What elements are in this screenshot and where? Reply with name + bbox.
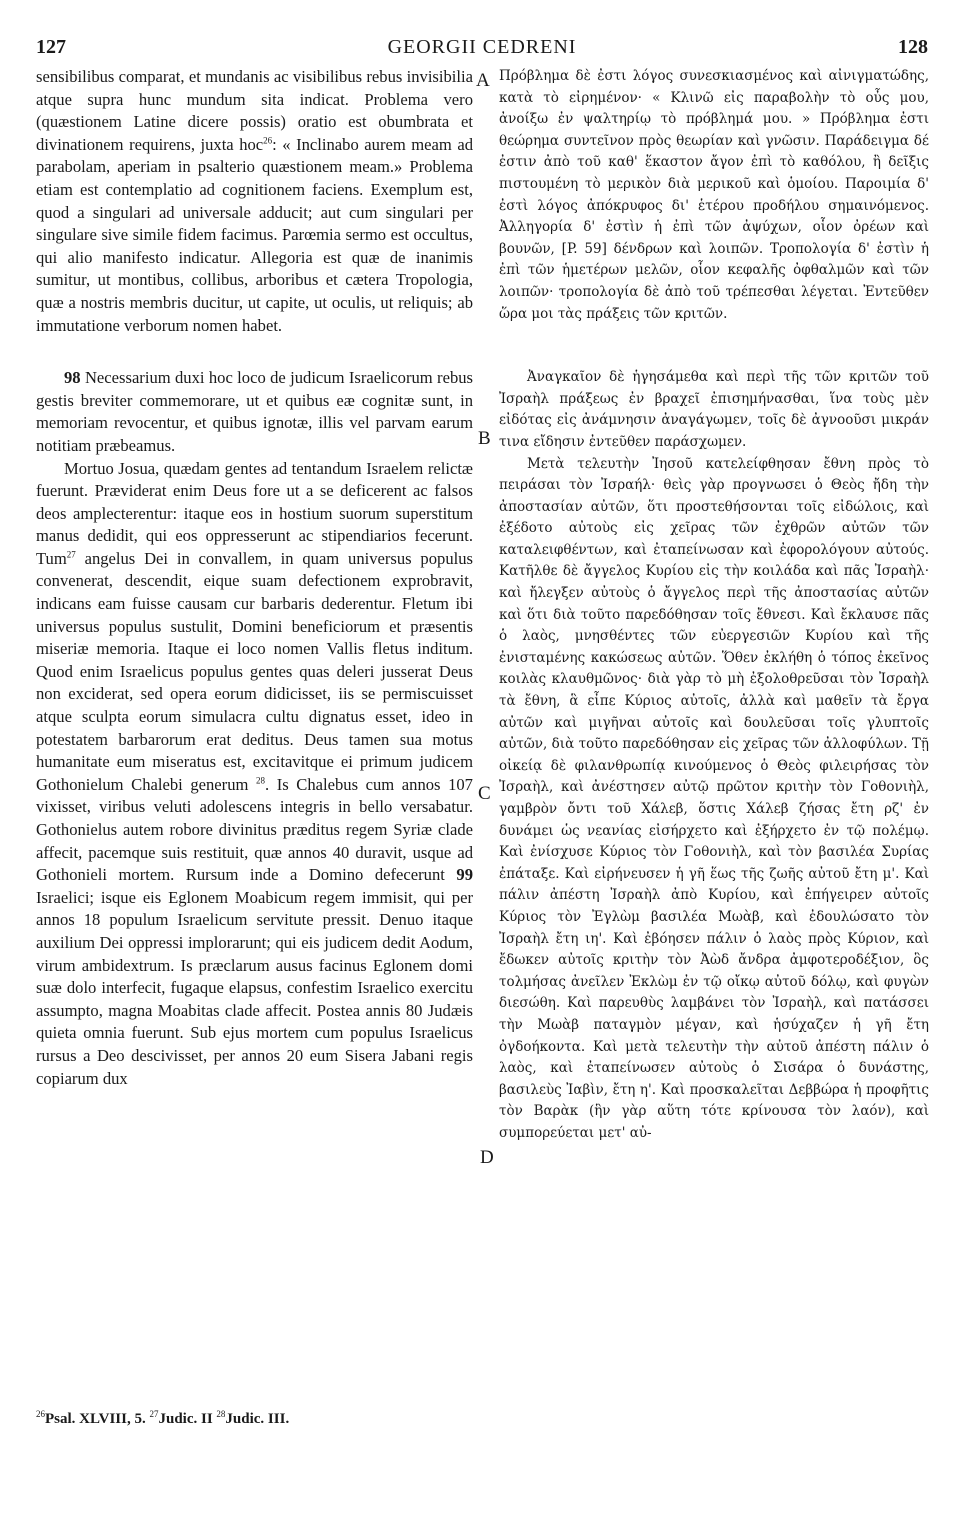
running-header	[36, 36, 928, 60]
latin-paragraph-3: Mortuo Josua, quædam gentes ad tentandum Israelem relictæ fuerunt. Præviderat enim Deus fore ut a se deficerent ac falsos deos amplecterentur: itaque eos in hostium suorum superstitum manus dedidit, qui eos oppresserunt ac stipendiarios fecerunt. Tum$^{27}$ angelus Dei in convallem, in quam universus populus convenerat, descendit, eique suam defectionem exprobravit, indicans eam fuisse causam cur barbaris dederentur. Fletum ibi universus populus sustulit, Domini beneficiorum et præsentis miseriæ memoria. Itaque ei loco nomen Vallis fletus inditum. Quod enim Israelicus populus gentes quas deleri jusserat Deus non exciderat, sed opera eorum didicisset, iis se permiscuisset atque sculpta eorum simulacra cultu dignatus esset, ideo in potestatem barbarorum erat deditus. Deus tamen sua motus humanitate eum miseratus est, excitavitque ei primum judicem Gothonielum Chalebi generum $^{28}$. Is Chalebus cum annos 107 vixisset, viribus veluti adolescens integris in bello versabatur. Gothonielus autem robore divinitus præditus regem Syriæ clade affecit, pacemque suis restituit, quæ annos 40 duravit, usque ad Gothonieli mortem. Rursum inde a Domino defecerunt 99 Israelici; isque eis Eglonem Moabicum regem immisit, qui per annos 18 populum Israelicum servitute pressit. Denuo itaque auxilium Dei oppressi implorarunt; qui eis judicem dedit Aodum, virum ambidextrum. Is præclarum ausus facinus Eglonem domi suæ dolo interfecit, fugaque elapsus, confestim Israelico exercitu assumpto, magna Moabitas clade affecit. Postea annis 80 Judæis quieta omnia fuerunt. Sub ejus mortem cum populus Israelicus rursus a Deo descivisset, per annos 20 eum Sisera Jabani regis copiarum dux	[36, 458, 473, 1088]
page-number-right: 128	[898, 36, 928, 58]
column-number-99: 99	[456, 865, 473, 885]
footnotes	[36, 1411, 289, 1428]
running-title: GEORGII CEDRENI	[387, 36, 577, 58]
footnote-text-26: Psal. XLVIII, 5.	[45, 1411, 146, 1427]
margin-marker-a: A	[476, 70, 490, 91]
footnote-ref-28: 28	[256, 775, 265, 786]
greek-paragraph-1: Πρόβλημα δὲ ἐστι λόγος συνεσκιασμένος καὶ αἰνιγματώδης, κατὰ τὸ εἰρημένον· « Κλινῶ εἰς παραβολὴν τὸ οὖς μου, ἀνοίξω ἐν ψαλτηρίῳ τὸ πρόβλημά μου. » Πρόβλημα ἐστι θεώρημα συντεῖνον πρὸς θεωρίαν καὶ γνῶσιν. Παράδειγμα δέ ἐστιν ἀπὸ τοῦ καθ' ἕκαστον ἄγον ἐπὶ τὸ καθόλου, ἢ δεῖξις πιστουμένη τὸ μερικὸν διὰ μερικοῦ καὶ ὁμοίου. Παροιμία δ' ἐστὶ λόγος ἀπόκρυφος δι' ἑτέρου προδήλου σημαινόμενος. Ἀλληγορία δ' ἐστὶν ἡ ἐπὶ τῶν ἀψύχων, οἷον ὀρέων καὶ βουνῶν, [P. 59] δένδρων καὶ λοιπῶν. Τροπολογία δ' ἐστὶν ἡ ἐπὶ τῶν ἡμετέρων μελῶν, οἷον κεφαλῆς ὀφθαλμῶν καὶ τῶν λοιπῶν· τροπολογία δὲ ἀπὸ τοῦ τρέπεσθαι λέγεται. Ἐντεῦθεν ὥρα μοι τὰς πράξεις τῶν κριτῶν.	[499, 68, 929, 322]
margin-marker-d: D	[480, 1147, 494, 1168]
greek-paragraph-2: Ἀναγκαῖον δὲ ἡγησάμεθα καὶ περὶ τῆς τῶν κριτῶν τοῦ Ἰσραὴλ πράξεως ἐν βραχεῖ ἐπισημήνασθαι, ἵνα τοὺς μὲν εἰδότας εἰς ἀνάμνησιν ἀναγάγωμεν, τοῖς δὲ ἀγνοοῦσι μικράν τινα εἴδησιν ἐντεῦθεν παράσχωμεν.	[499, 369, 929, 450]
margin-marker-b: B	[478, 428, 491, 449]
footnote-number-27: 27	[149, 1409, 159, 1419]
footnote-ref-26: 26	[263, 135, 273, 146]
latin-paragraph-2: 98 Necessarium duxi hoc loco de judicum Israelicorum rebus gestis breviter commemorare, ut et quibus eæ cognitæ sunt, in memoriam revocentur, et quibus ignotæ, illis vel parvam earum notitiam præbeamus.	[36, 368, 473, 455]
footnote-text-27: Judic. II	[158, 1411, 213, 1427]
footnote-text-28: Judic. III.	[225, 1411, 290, 1427]
footnote-number-26: 26	[36, 1409, 45, 1419]
footnote-number-28: 28	[216, 1409, 226, 1419]
column-number-98: 98	[64, 368, 81, 388]
footnote-ref-27: 27	[66, 549, 76, 560]
latin-paragraph-1: sensibilibus comparat, et mundanis ac visibilibus rebus invisibilia atque supra hunc mundum sita indicat. Problema vero (quæstionem Latine dicere possis) oratio est obumbrata et divinationem requirens, juxta hoc$^{26}$: « Inclinabo aurem meam ad parabolam, aperiam in psalterio quæstionem meam.» Problema etiam est contemplatio ad cognitionem faciens. Exemplum est, quod a singulari ad universale adducit; aut cum singulari per singulare sive simile fidem facimus. Parœmia sermo est occultus, qui alio manifesto indicatur. Allegoria est quæ de inanimis sumitur, ut montibus, collibus, arboribus et cætera Tropologia, quæ a nostris membris ducitur, ut capite, ut oculis, ut reliquis; ab immutatione verborum nomen habet.	[36, 67, 473, 335]
latin-column	[36, 66, 473, 1090]
greek-column	[499, 66, 929, 1145]
page-number-left: 127	[36, 36, 66, 58]
greek-paragraph-3: Μετὰ τελευτὴν Ἰησοῦ κατελείφθησαν ἔθνη πρὸς τὸ πειράσαι τὸν Ἰσραήλ· θεὶς γὰρ προγνωσει ὁ Θεὸς ἤδη τὴν ἀποστασίαν αὐτῶν, ὅτι προστεθήσονται τοῖς εἰδώλοις, καὶ ἐξέδοτο αὐτοὺς εἰς χεῖρας τῶν ἐχθρῶν αὐτῶν τῶν καταλειφθέντων, καὶ ἐταπείνωσαν καὶ ἐφορολόγουν αὐτούς. Κατῆλθε δὲ ἄγγελος Κυρίου εἰς τὴν κοιλάδα καὶ πᾶς Ἰσραὴλ· καὶ ἤλεγξεν αὐτοὺς ὁ ἄγγελος περὶ τῆς ἀποστασίας αὐτῶν καὶ ὅτι διὰ τοῦτο παρεδόθησαν τοῖς ἔθνεσι. Καὶ ἔκλαυσε πᾶς ὁ λαὸς, μνησθέντες τῶν εὐεργεσιῶν Κυρίου καὶ τῆς ἐνισταμένης κακώσεως αὐτῶν. Ὅθεν ἐκλήθη ὁ τόπος ἐκεῖνος κοιλὰς κλαυθμῶνος· διὰ γὰρ τὸ μὴ ἐξολοθρεῦσαι τὸν Ἰσραὴλ τὰ ἔθνη, ἃ εἶπε Κύριος αὐτοῖς, ἀλλὰ καὶ μαθεῖν τὰ ἔργα αὐτῶν καὶ μιγῆναι αὐτοῖς καὶ δουλεῦσαι τοῖς γλυπτοῖς αὐτῶν, διὰ τοῦτο παρεδόθησαν εἰς χεῖρας τῶν ἀλλοφύλων. Τῇ οἰκείᾳ δὲ φιλανθρωπίᾳ κινούμενος ὁ Θεὸς φιλειρήσας τὸν Ἰσραὴλ, καὶ ἀνέστησεν αὐτῷ πρῶτον κριτὴν τὸν Γοθονιὴλ, γαμβρὸν ὄντι τοῦ Χάλεβ, ὅστις Χάλεβ ζήσας ἔτη ρζ' ἐν δυνάμει ὡς νεανίας εἰσήρχετο καὶ ἐξήρχετο ἐν τῷ πολέμῳ. Καὶ ἐνίσχυσε Κύριος τὸν Γοθονιὴλ, καὶ τὸν βασιλέα Συρίας ἐπάταξε. Καὶ εἰρήνευσεν ἡ γῆ ἕως τῆς ζωῆς αὐτοῦ ἔτη μ'. Καὶ πάλιν ἀπέστη Ἰσραὴλ ἀπὸ Κυρίου, καὶ ἐπήγειρεν αὐτοῖς Κύριος τὸν Ἐγλὼμ βασιλέα Μωὰβ, καὶ ἐδουλώσατο τὸν Ἰσραὴλ ἔτη ιη'. Καὶ ἐβόησεν πάλιν ὁ λαὸς πρὸς Κύριον, καὶ ἔδωκεν αὐτοῖς κριτὴν τὸν Ἀὼδ ἄνδρα ἀμφοτεροδέξιον, ὃς τολμήσας ἀνεῖλεν Ἐκλὼμ ἐν τῷ οἴκῳ αὐτοῦ δόλῳ, καὶ φυγὼν διεσώθη. Καὶ παρευθὺς λαμβάνει τὸν Ἰσραὴλ, καὶ πατάσσει τὴν Μωὰβ παταγμὸν μέγαν, καὶ ἡσύχαζεν ἡ γῆ ἔτη ὀγδοήκοντα. Καὶ μετὰ τελευτὴν τὴν αὐτοῦ ἀπέστη πάλιν ὁ λαὸς, καὶ ἐταπείνωσεν αὐτοὺς ὁ Σισάρα ὁ δυνάστης, βασιλεὺς Ἰαβὶν, ἔτη η'. Καὶ προσκαλεῖται Δεββώρα ἡ προφῆτις τὸν Βαρὰκ (ἣν γὰρ αὕτη τότε κρίνουσα τὸν λαόν), καὶ συμπορεύεται μετ' αὐ-	[499, 455, 929, 1141]
margin-marker-c: C	[478, 783, 491, 804]
